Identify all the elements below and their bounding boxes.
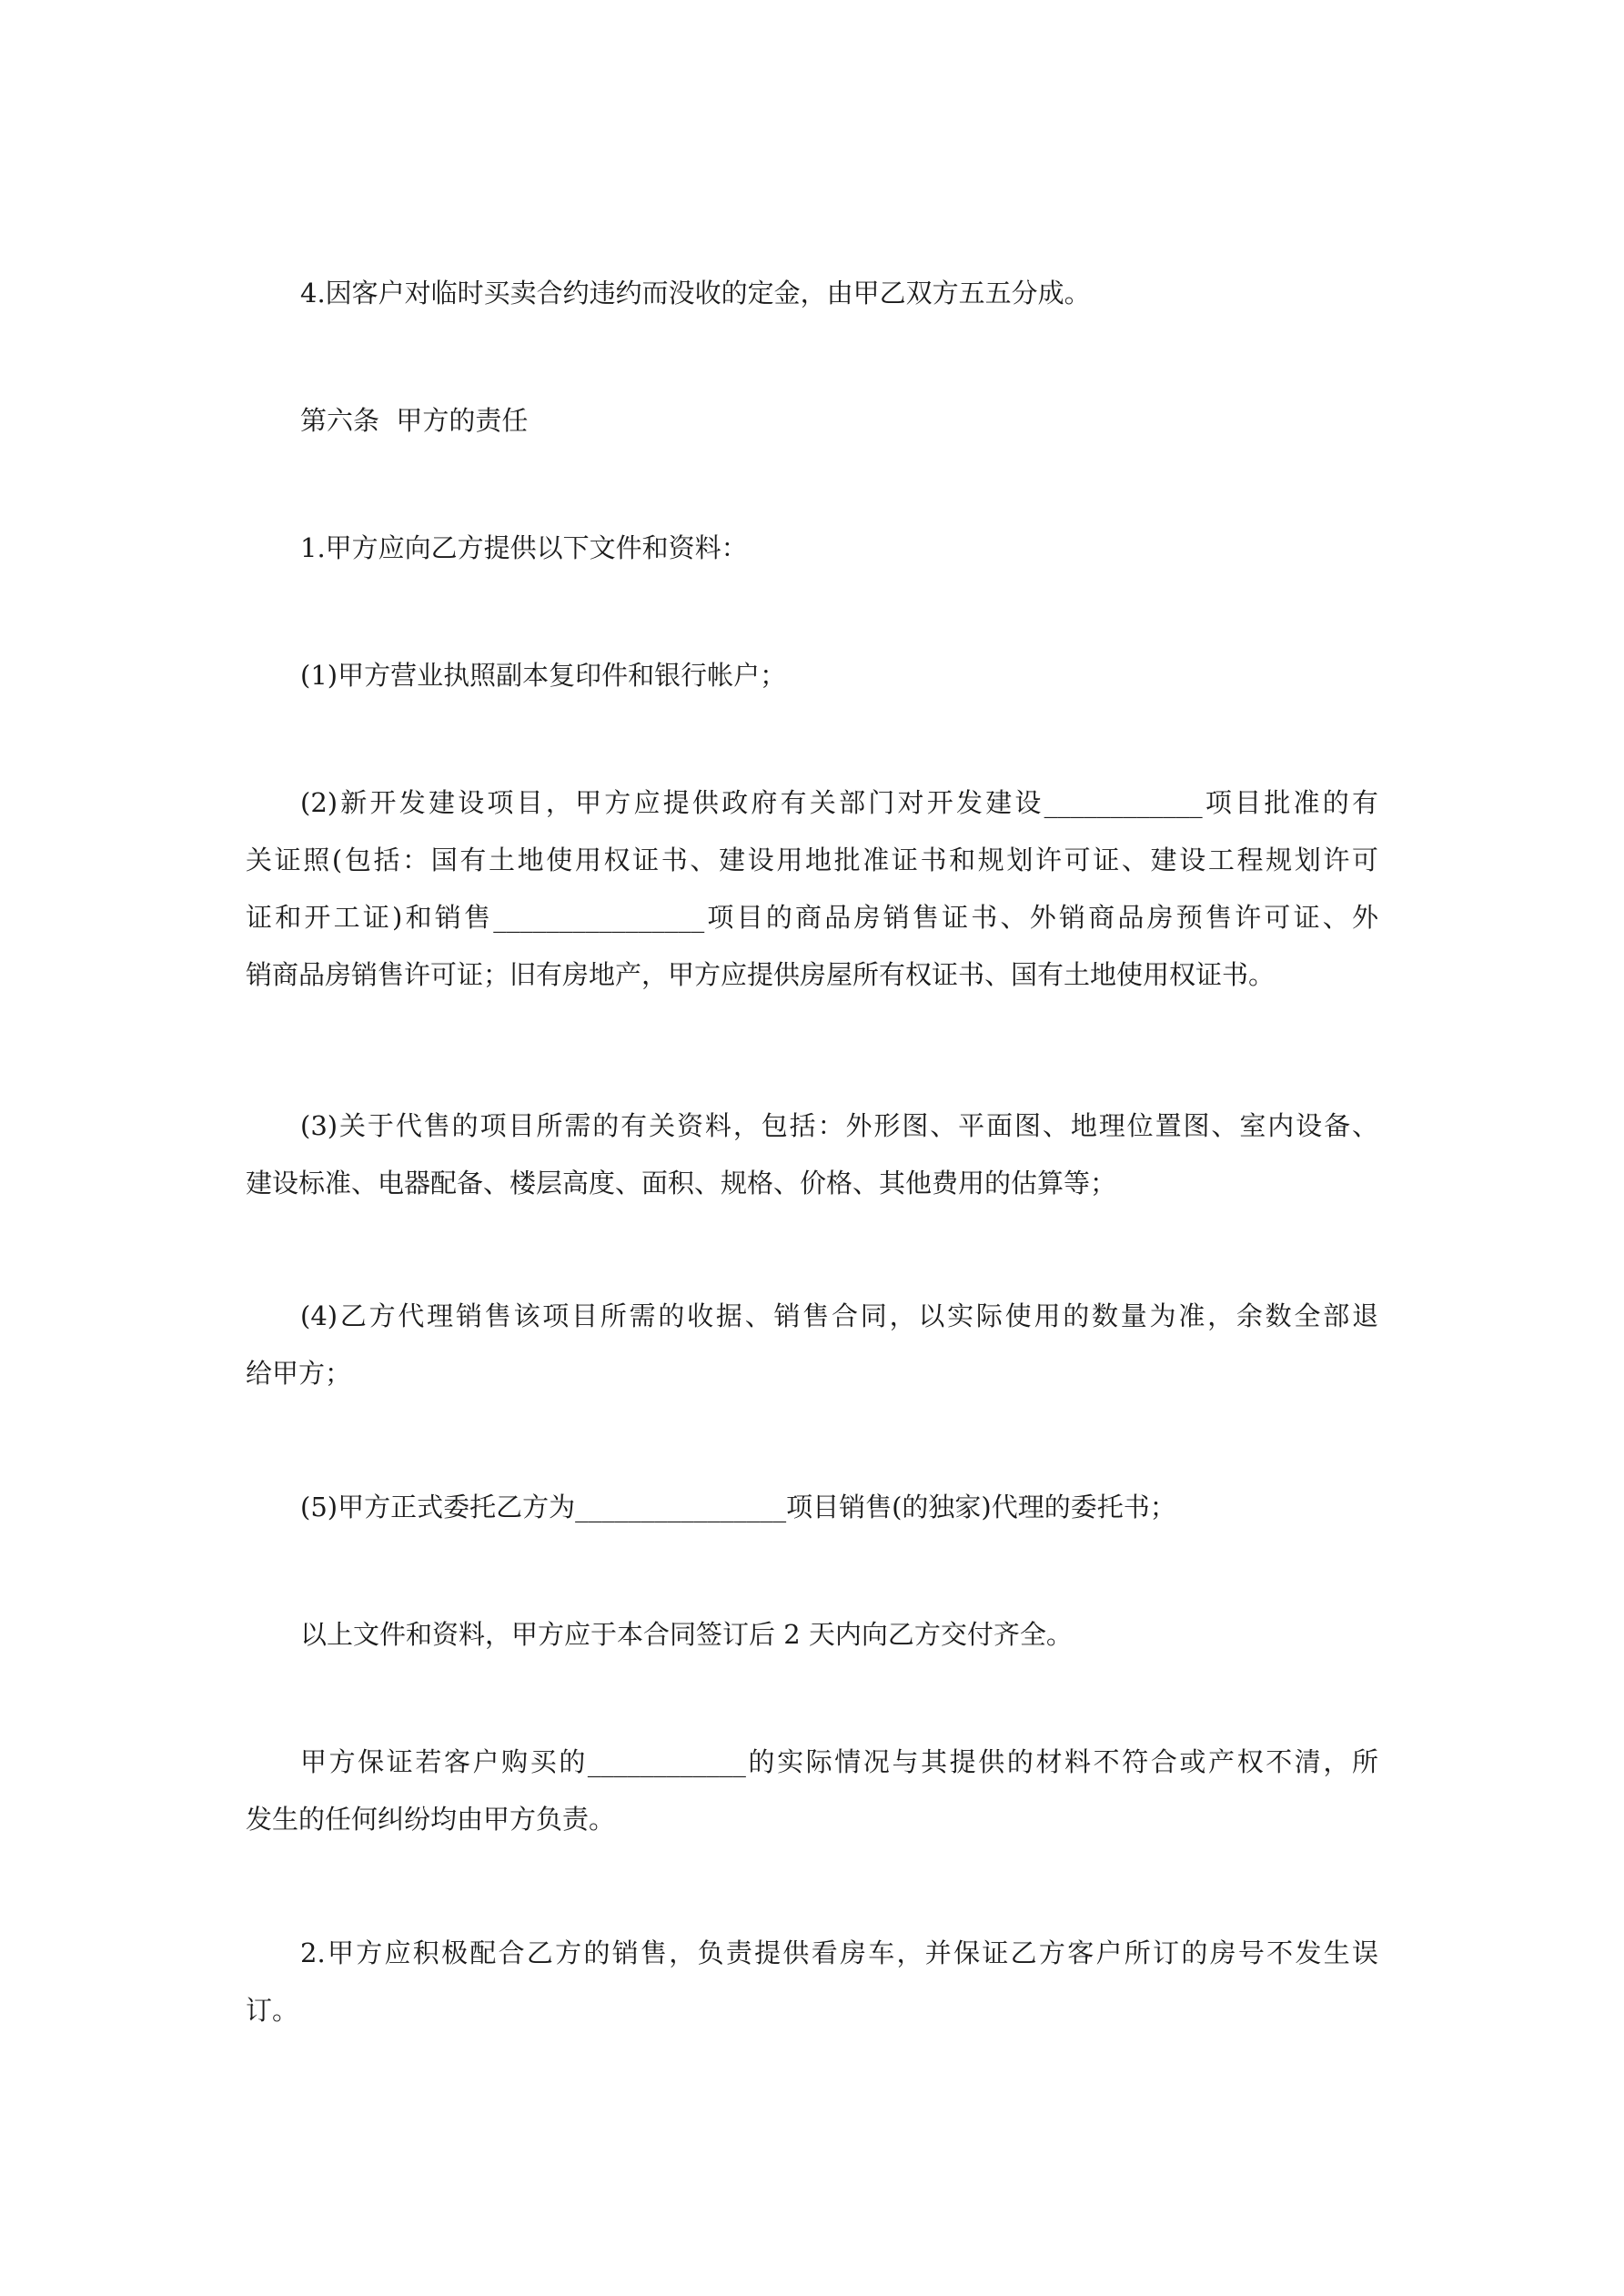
text-line: (1)甲方营业执照副本复印件和银行帐户； (300, 660, 787, 691)
paragraph-item1-5 (0, 1489, 1624, 1525)
text-line: (4)乙方代理销售该项目所需的收据、销售合同，以实际使用的数量为准，余数全部退 (300, 1300, 1378, 1331)
section-heading-article6 (0, 402, 1624, 439)
text-line: 销商品房销售许可证；旧有房地产，甲方应提供房屋所有权证书、国有土地使用权证书。 (246, 959, 1276, 990)
text-line: 1.甲方应向乙方提供以下文件和资料： (300, 532, 748, 563)
text-line: (5)甲方正式委托乙方为________________项目销售(的独家)代理的委托书； (300, 1492, 1176, 1522)
text-line: 建设标准、电器配备、楼层高度、面积、规格、价格、其他费用的估算等； (246, 1168, 1117, 1199)
paragraph-item1 (0, 530, 1624, 566)
text-line: 证和开工证)和销售________________项目的商品房销售证书、外销商品房预售许可证、外 (246, 902, 1378, 933)
text-line: 发生的任何纠纷均由甲方负责。 (246, 1804, 616, 1835)
paragraph-docs-deadline (0, 1616, 1624, 1653)
text-line: (3)关于代售的项目所需的有关资料，包括：外形图、平面图、地理位置图、室内设备、 (300, 1110, 1378, 1141)
text-line: 2.甲方应积极配合乙方的销售，负责提供看房车，并保证乙方客户所订的房号不发生误 (300, 1937, 1378, 1968)
text-line: 关证照(包括：国有土地使用权证书、建设用地批准证书和规划许可证、建设工程规划许可 (246, 845, 1378, 875)
text-line: 订。 (246, 1995, 299, 2026)
paragraph-article5-item4 (0, 275, 1624, 311)
paragraph-item2 (246, 1935, 1378, 2028)
text-line: (2)新开发建设项目，甲方应提供政府有关部门对开发建设____________项目批准的有 (300, 787, 1378, 818)
paragraph-guarantee (246, 1744, 1378, 1837)
paragraph-item1-1 (0, 657, 1624, 693)
text-line: 甲方保证若客户购买的____________的实际情况与其提供的材料不符合或产权不清，所 (300, 1746, 1378, 1777)
text-line: 第六条 甲方的责任 (300, 405, 529, 436)
paragraph-item1-4 (246, 1298, 1378, 1391)
text-line: 给甲方； (246, 1358, 352, 1389)
paragraph-item1-2 (246, 784, 1378, 993)
text-line: 以上文件和资料，甲方应于本合同签订后 2 天内向乙方交付齐全。 (300, 1619, 1073, 1650)
paragraph-item1-3 (246, 1108, 1378, 1201)
text-line: 4.因客户对临时买卖合约违约而没收的定金，由甲乙双方五五分成。 (300, 278, 1091, 308)
